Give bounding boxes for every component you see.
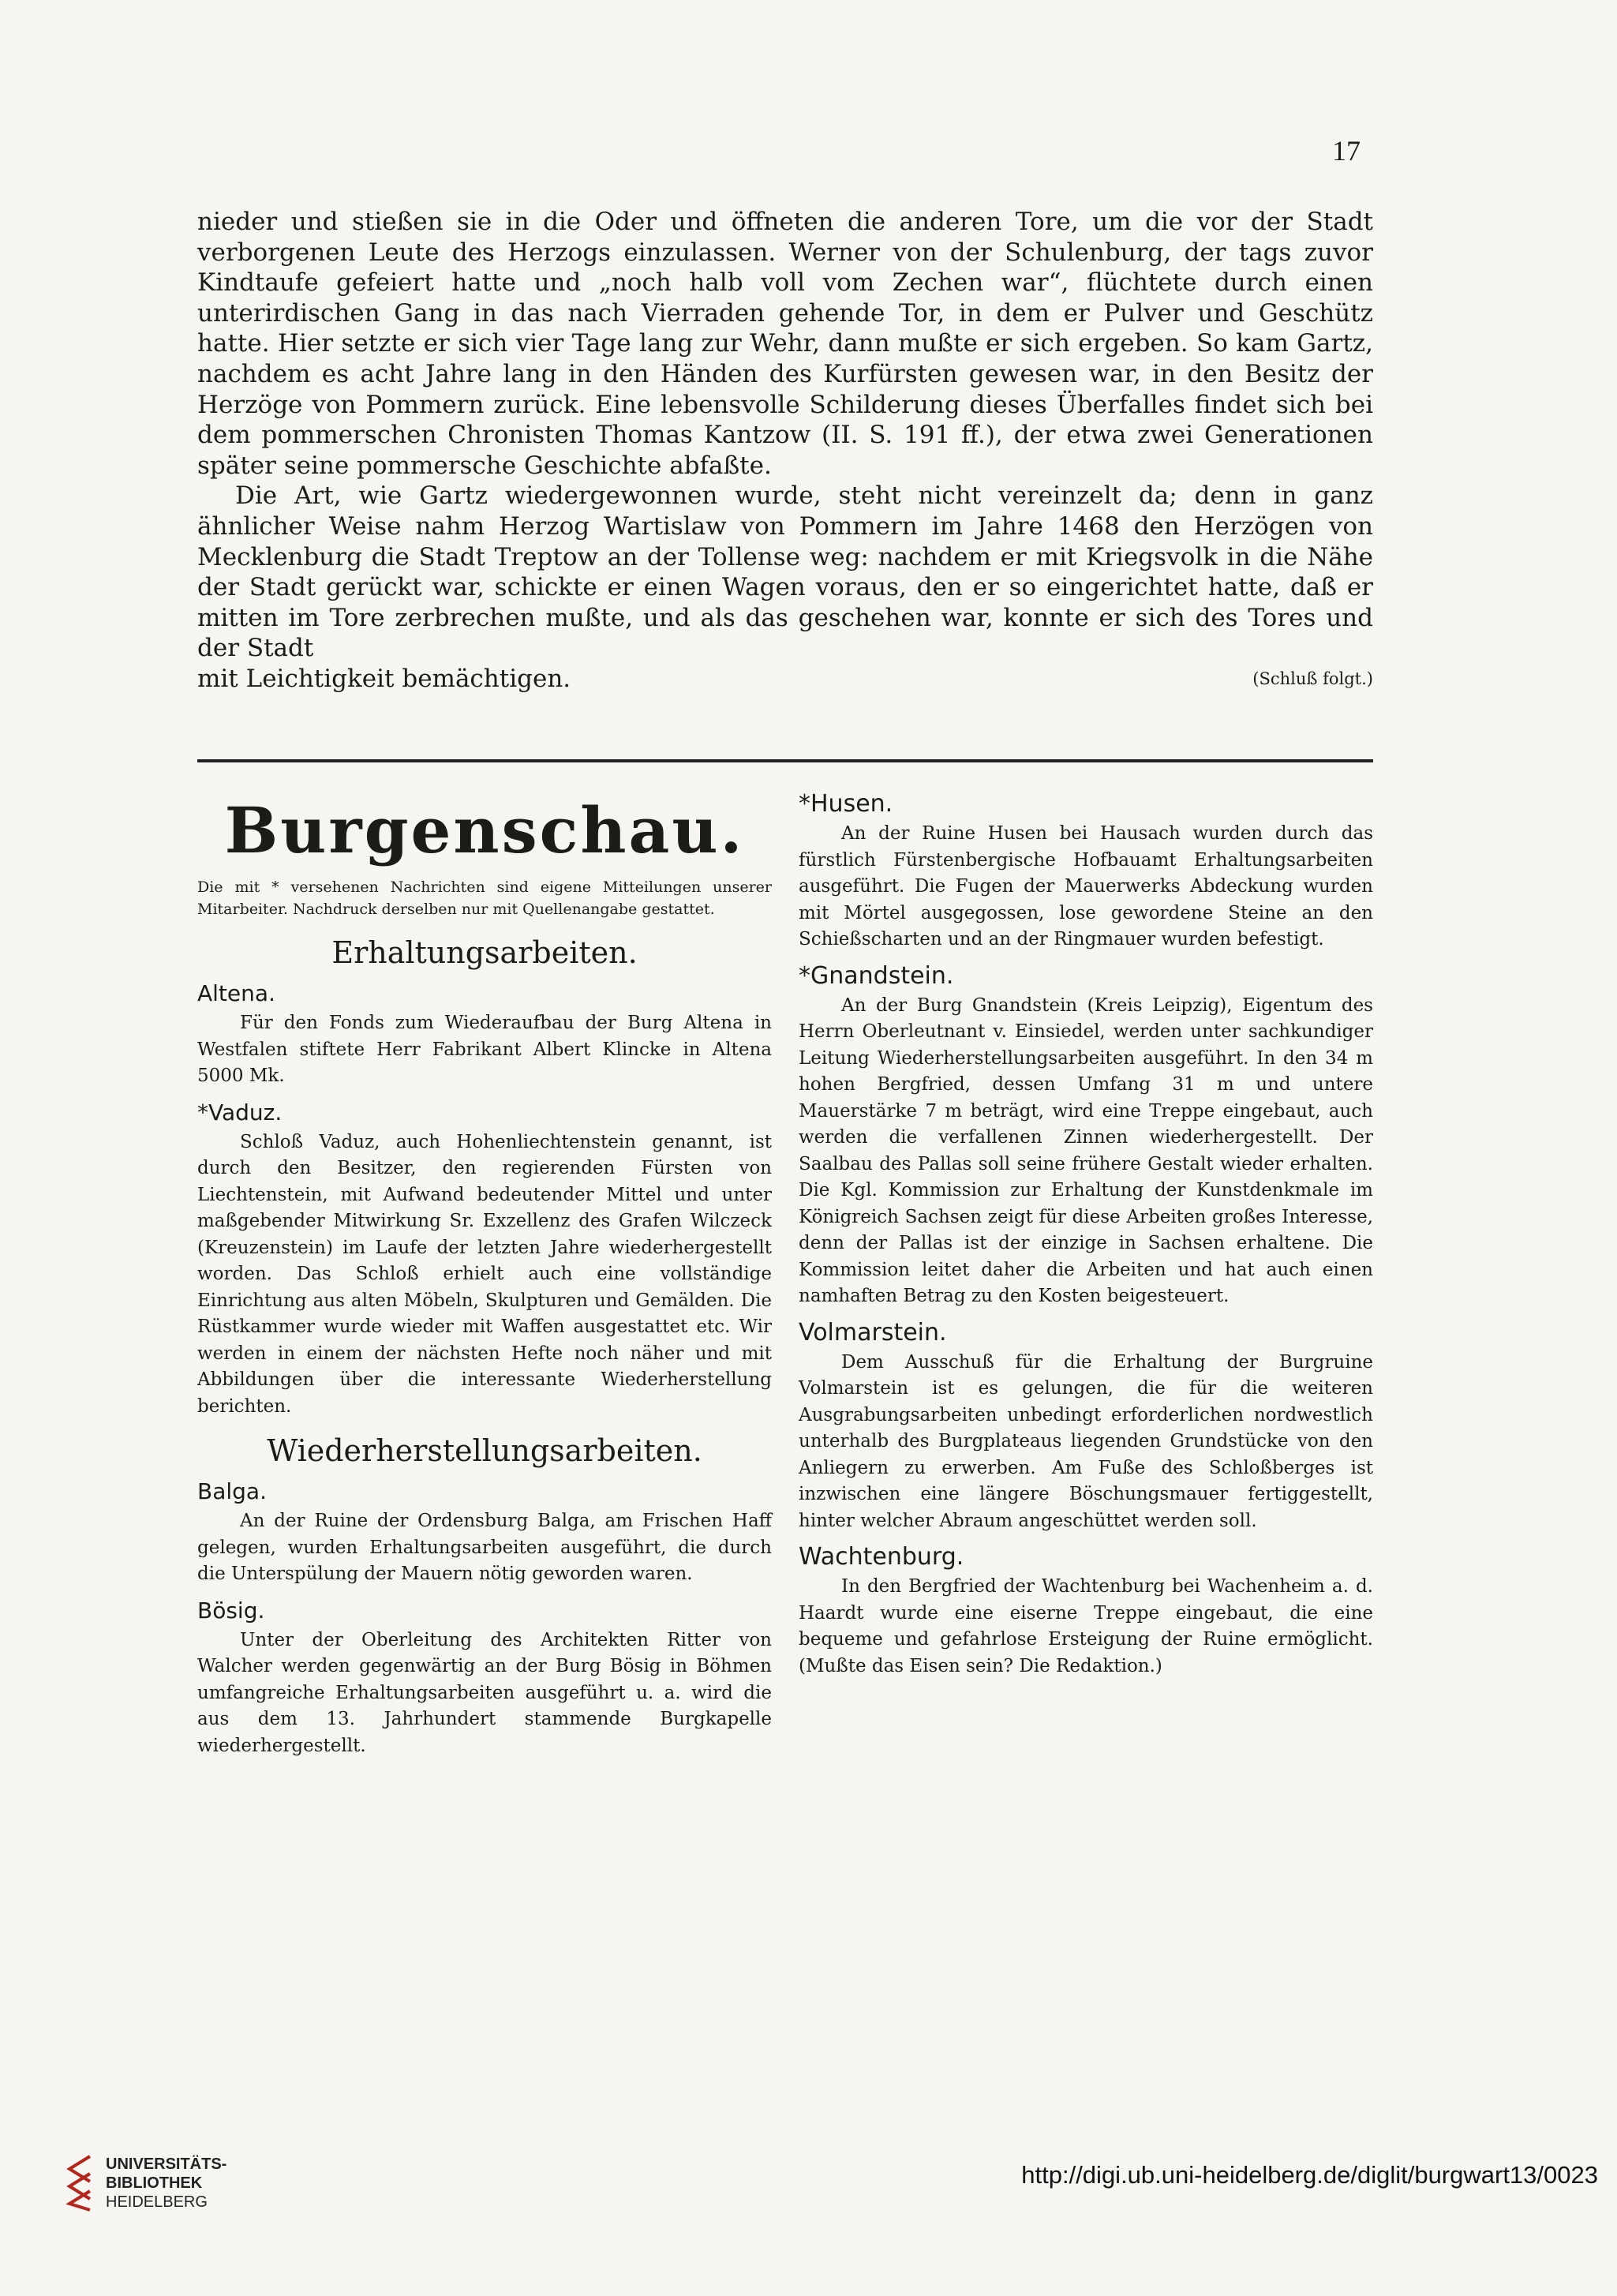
entry-title-husen: *Husen. xyxy=(799,790,893,818)
editorial-note: Die mit * versehenen Nachrichten sind eigene Mitteilungen unserer Mitarbeiter. Nachdruck derselben nur mit Quellenangabe gestattet. xyxy=(197,878,772,918)
source-url-link[interactable]: http://digi.ub.uni-heidelberg.de/diglit/burgwart13/0023 xyxy=(1021,2161,1598,2189)
library-logo-icon xyxy=(63,2153,95,2213)
entry-body-husen: An der Ruine Husen bei Hausach wurden durch das fürstlich Fürstenbergische Hofbauamt Erhaltungsarbeiten ausgeführt. Die Fugen der Mauerwerks Abdeckung wurden mit Mörtel ausgegossen, lose gewordene Steine an den Schießscharten und an der Ringmauer wurden befestigt. xyxy=(799,823,1373,949)
intro-text xyxy=(197,207,1373,695)
entry-title-volmarstein: Volmarstein. xyxy=(799,1318,947,1347)
library-logo[interactable] xyxy=(63,2153,226,2213)
entry-title-vaduz: *Vaduz. xyxy=(197,1099,283,1126)
entry-body-volmarstein: Dem Ausschuß für die Erhaltung der Burgruine Volmarstein ist es gelungen, die für die weiteren Ausgrabungsarbeiten unbedingt erforderlichen nordwestlich unterhalb des Burgplateaus liegenden Grundstücke von den Anliegern zu erwerben. Am Fuße des Schloßberges ist inzwischen eine längere Böschungsmauer fertiggestellt, hinter welcher Abraum angeschüttet werden soll. xyxy=(799,1351,1373,1531)
entry-body-wachtenburg: In den Bergfried der Wachtenburg bei Wachenheim a. d. Haardt wurde eine eiserne Treppe eingebaut, die eine bequeme und gefahrlose Ersteigung der Ruine ermöglicht. (Mußte das Eisen sein? Die Redaktion.) xyxy=(799,1576,1373,1676)
masthead-title: Burgenschau. xyxy=(224,793,745,867)
logo-line-3: HEIDELBERG xyxy=(106,2193,208,2211)
library-logo-text xyxy=(106,2155,226,2212)
entry-body-altena: Für den Fonds zum Wiederaufbau der Burg Altena in Westfalen stiftete Herr Fabrikant Albert Klincke in Altena 5000 Mk. xyxy=(197,1013,772,1086)
right-column xyxy=(799,781,1373,1680)
intro-paragraph-2-end: mit Leichtigkeit bemächtigen. xyxy=(197,664,571,693)
entry-body-vaduz: Schloß Vaduz, auch Hohenliechtenstein genannt, ist durch den Besitzer, den regierenden Fürsten von Liechtenstein, mit Aufwand bedeutender Mittel und unter maßgebender Mitwirkung Sr. Exzellenz des Grafen Wilczeck (Kreuzenstein) im Laufe der letzten Jahre wiederhergestellt worden. Das Schloß erhielt auch eine vollständige Einrichtung aus alten Möbeln, Skulpturen und Gemälden. Die Rüstkammer wurde wieder mit Waffen ausgestattet etc. Wir werden in einem der nächsten Hefte noch näher und mit Abbildungen über die interessante Wiederherstellung berichten. xyxy=(197,1131,772,1417)
entry-title-boesig: Bösig. xyxy=(197,1597,265,1624)
entry-body-balga: An der Ruine der Ordensburg Balga, am Frischen Haff gelegen, wurden Erhaltungsarbeiten ausgeführt, die durch die Unterspülung der Mauern nötig geworden waren. xyxy=(197,1511,772,1584)
section-heading-wiederherstellung: Wiederherstellungsarbeiten. xyxy=(267,1433,702,1468)
entry-body-boesig: Unter der Oberleitung des Architekten Ritter von Walcher werden gegenwärtig an der Burg Bösig in Böhmen umfangreiche Erhaltungsarbeiten ausgeführt u. a. wird die aus dem 13. Jahrhundert stammende Burgkapelle wiederhergestellt. xyxy=(197,1629,772,1756)
intro-paragraph-2: Die Art, wie Gartz wiedergewonnen wurde, steht nicht vereinzelt da; denn in ganz ähnlicher Weise nahm Herzog Wartislaw von Pommern im Jahre 1468 den Herzögen von Mecklenburg die Stadt Treptow an der Tollense weg: nachdem er mit Kriegsvolk in die Nähe der Stadt gerückt war, schickte er einen Wagen voraus, den er so eingerichtet hatte, daß er mitten im Tore zerbrechen mußte, und als das geschehen war, konnte er sich des Tores und der Stadt xyxy=(197,481,1373,663)
entry-title-wachtenburg: Wachtenburg. xyxy=(799,1543,964,1571)
logo-strokes xyxy=(69,2156,90,2210)
entry-body-gnandstein: An der Burg Gnandstein (Kreis Leipzig), Eigentum des Herrn Oberleutnant v. Einsiedel, werden unter sachkundiger Leitung Wiederherstellungsarbeiten ausgeführt. In den 34 m hohen Bergfried, dessen Umfang 31 m und untere Mauerstärke 7 m beträgt, wird eine Treppe eingebaut, auch werden die verfallenen Zinnen wiederhergestellt. Der Saalbau des Pallas soll seine frühere Gestalt wieder erhalten. Die Kgl. Kommission zur Erhaltung der Kunstdenkmale im Königreich Sachsen zeigt für diese Arbeiten großes Interesse, denn der Pallas ist der einzige in Sachsen erhaltene. Die Kommission leitet daher die Arbeiten und hat auch einen namhaften Betrag zu den Kosten beigesteuert. xyxy=(799,994,1373,1306)
logo-line-2: BIBLIOTHEK xyxy=(106,2174,203,2192)
section-divider xyxy=(197,759,1373,762)
intro-paragraph-1: nieder und stießen sie in die Oder und öffneten die anderen Tore, um die vor der Stadt verborgenen Leute des Herzogs einzulassen. Werner von der Schulenburg, der tags zuvor Kindtaufe gefeiert hatte und „noch halb voll vom Zechen war“, flüchtete durch einen unterirdischen Gang in das nach Vierraden gehende Tor, in dem er Pulver und Geschütz hatte. Hier setzte er sich vier Tage lang zur Wehr, dann mußte er sich ergeben. So kam Gartz, nachdem es acht Jahre lang in den Händen des Kurfürsten gewesen war, in den Besitz der Herzöge von Pommern zurück. Eine lebensvolle Schilderung dieses Überfalles findet sich bei dem pommerschen Chronisten Thomas Kantzow (II. S. 191 ff.), der etwa zwei Generationen später seine pommersche Geschichte abfaßte. xyxy=(197,208,1373,480)
entry-title-altena: Altena. xyxy=(197,980,275,1006)
continued-note: (Schluß folgt.) xyxy=(1252,669,1373,688)
page-number: 17 xyxy=(1332,135,1361,167)
left-column xyxy=(197,781,772,1759)
intro-last-line xyxy=(197,664,1373,695)
entry-title-balga: Balga. xyxy=(197,1478,267,1504)
section-heading-erhaltung: Erhaltungsarbeiten. xyxy=(331,935,638,970)
entry-title-gnandstein: *Gnandstein. xyxy=(799,961,954,990)
logo-line-1: UNIVERSITÄTS- xyxy=(106,2156,227,2173)
